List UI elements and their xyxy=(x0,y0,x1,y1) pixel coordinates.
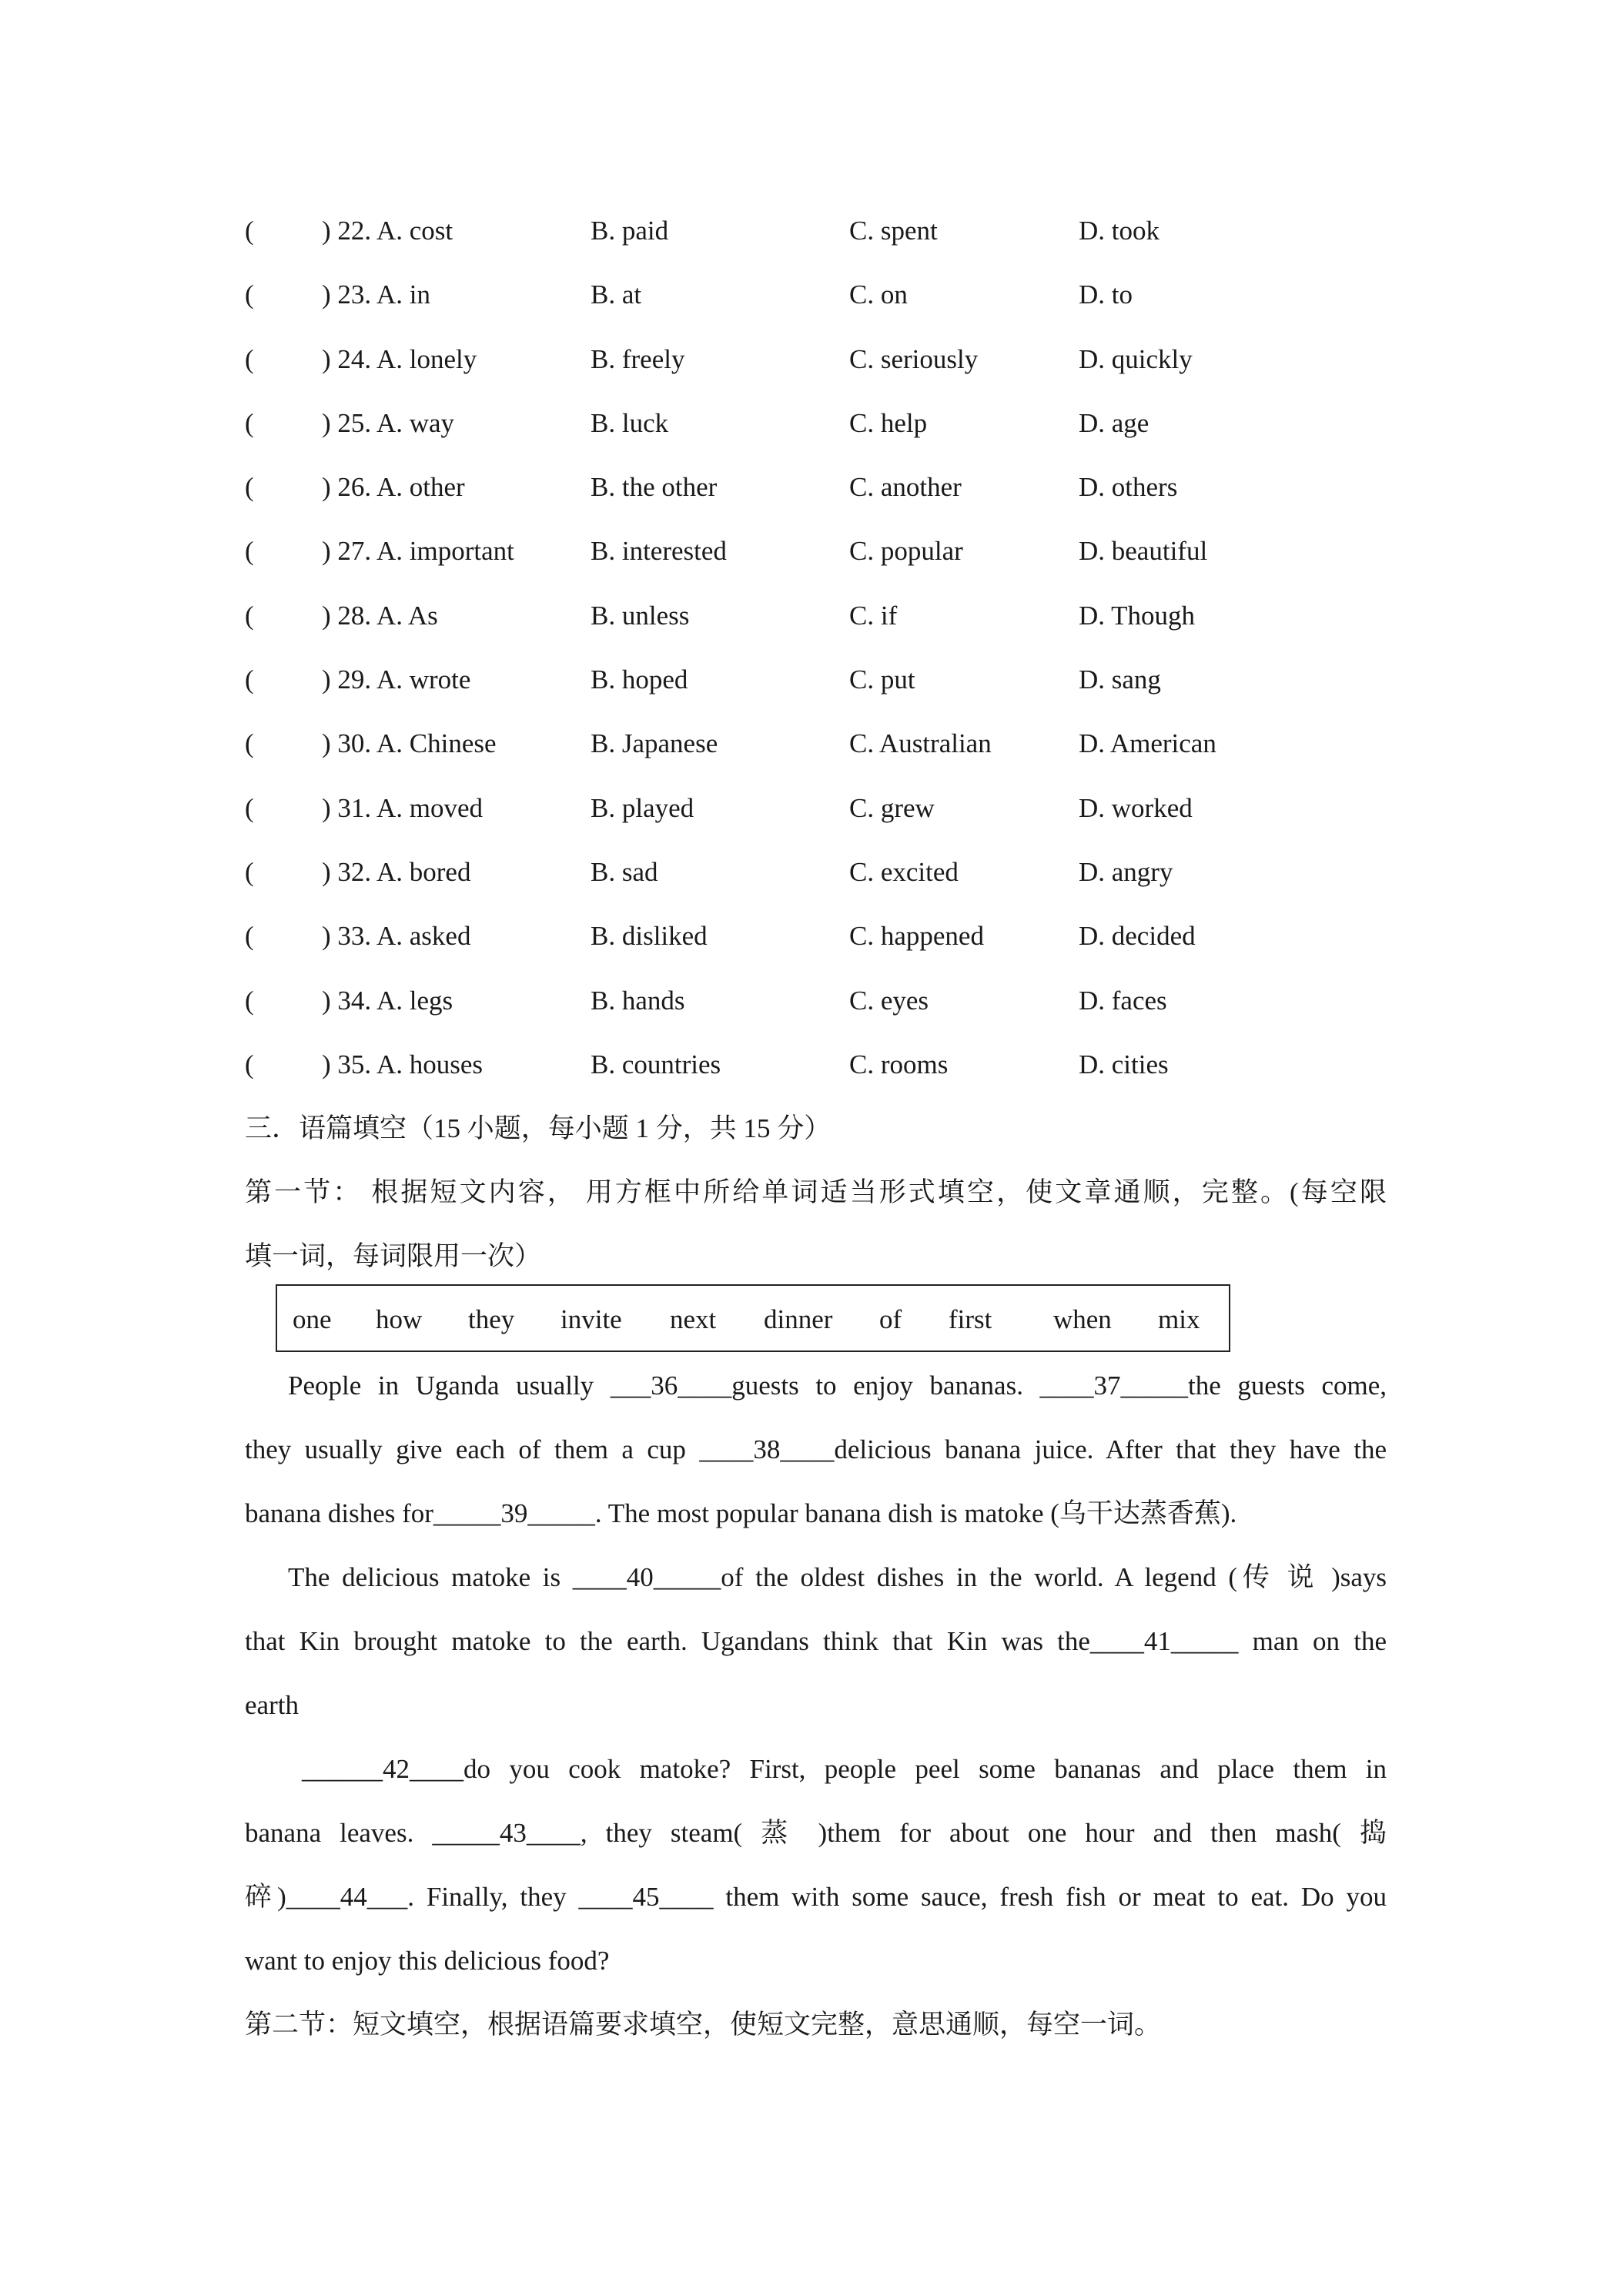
question-number-option-a: ) 22. A. cost xyxy=(322,216,453,246)
option-d: D. others xyxy=(1079,472,1178,503)
word-bank-item: they xyxy=(468,1304,515,1334)
option-c: C. popular xyxy=(849,536,963,567)
option-d: D. to xyxy=(1079,279,1133,310)
answer-paren: ( xyxy=(245,1049,254,1079)
question-number-option-a: ) 27. A. important xyxy=(322,536,514,567)
answer-paren: ( xyxy=(245,343,254,374)
answer-paren: ( xyxy=(245,472,254,503)
option-c: C. excited xyxy=(849,856,959,887)
question-number-option-a: ) 33. A. asked xyxy=(322,921,471,952)
option-d: D. decided xyxy=(1079,921,1196,952)
option-b: B. interested xyxy=(591,536,727,567)
passage-line: earth xyxy=(245,1690,299,1720)
question-number-option-a: ) 34. A. legs xyxy=(322,985,453,1016)
option-c: C. if xyxy=(849,600,898,631)
passage-line: People in Uganda usually ___36____guests to enjoy bananas. ____37_____the guests come, xyxy=(288,1371,1387,1401)
part-1-instructions-line-2: 填一词，每词限用一次） xyxy=(245,1241,542,1271)
word-bank-item: next xyxy=(670,1304,717,1334)
option-b: B. played xyxy=(591,792,694,823)
part-1-instructions-line-1: 第一节： 根据短文内容， 用方框中所给单词适当形式填空，使文章通顺，完整。(每空限 xyxy=(245,1177,1387,1207)
question-number-option-a: ) 24. A. lonely xyxy=(322,343,477,374)
option-b: B. hoped xyxy=(591,664,688,695)
question-row xyxy=(245,721,1400,785)
passage-line: they usually give each of them a cup ____38____delicious banana juice. After that they have the xyxy=(245,1434,1387,1464)
word-bank-item: mix xyxy=(1158,1304,1200,1334)
multiple-choice-options xyxy=(245,208,1400,1106)
question-row xyxy=(245,464,1400,528)
question-row xyxy=(245,593,1400,657)
option-b: B. Japanese xyxy=(591,728,718,759)
passage-line: want to enjoy this delicious food? xyxy=(245,1946,610,1976)
option-c: C. happened xyxy=(849,921,984,952)
question-number-option-a: ) 31. A. moved xyxy=(322,792,484,823)
question-number-option-a: ) 23. A. in xyxy=(322,279,430,310)
answer-paren: ( xyxy=(245,985,254,1016)
section-3-title: 三．语篇填空（15 小题，每小题 1 分，共 15 分） xyxy=(245,1113,832,1143)
passage-line: 碎)____44___. Finally, they ____45____ them with some sauce, fresh fish or meat to eat. Do you xyxy=(245,1882,1387,1912)
option-d: D. Though xyxy=(1079,600,1196,631)
word-bank-item: how xyxy=(376,1304,423,1334)
question-row xyxy=(245,657,1400,721)
option-b: B. disliked xyxy=(591,921,708,952)
answer-paren: ( xyxy=(245,728,254,759)
question-row xyxy=(245,1042,1400,1106)
word-bank-item: when xyxy=(1053,1304,1112,1334)
question-number-option-a: ) 29. A. wrote xyxy=(322,664,471,695)
option-b: B. sad xyxy=(591,856,658,887)
question-number-option-a: ) 25. A. way xyxy=(322,407,455,438)
word-bank-item: first xyxy=(949,1304,992,1334)
word-bank-item: dinner xyxy=(764,1304,833,1334)
question-row xyxy=(245,785,1400,849)
option-b: B. paid xyxy=(591,216,669,246)
option-b: B. at xyxy=(591,279,642,310)
option-d: D. beautiful xyxy=(1079,536,1208,567)
option-d: D. faces xyxy=(1079,985,1167,1016)
option-d: D. angry xyxy=(1079,856,1173,887)
option-b: B. hands xyxy=(591,985,685,1016)
part-2-instructions: 第二节：短文填空，根据语篇要求填空，使短文完整，意思通顺，每空一词。 xyxy=(245,2010,1162,2040)
question-number-option-a: ) 35. A. houses xyxy=(322,1049,484,1079)
option-d: D. age xyxy=(1079,407,1149,438)
question-number-option-a: ) 26. A. other xyxy=(322,472,465,503)
answer-paren: ( xyxy=(245,792,254,823)
answer-paren: ( xyxy=(245,664,254,695)
option-d: D. worked xyxy=(1079,792,1193,823)
option-d: D. cities xyxy=(1079,1049,1169,1079)
option-b: B. freely xyxy=(591,343,685,374)
option-c: C. Australian xyxy=(849,728,992,759)
question-row xyxy=(245,528,1400,592)
question-row xyxy=(245,849,1400,913)
word-bank-box xyxy=(276,1284,1230,1352)
passage-line: ______42____do you cook matoke? First, people peel some bananas and place them in xyxy=(302,1754,1387,1784)
answer-paren: ( xyxy=(245,279,254,310)
option-d: D. took xyxy=(1079,216,1160,246)
option-c: C. on xyxy=(849,279,908,310)
option-d: D. quickly xyxy=(1079,343,1193,374)
question-row xyxy=(245,336,1400,400)
answer-paren: ( xyxy=(245,536,254,567)
option-c: C. another xyxy=(849,472,962,503)
word-bank-item: of xyxy=(879,1304,902,1334)
question-number-option-a: ) 28. A. As xyxy=(322,600,438,631)
option-c: C. help xyxy=(849,407,928,438)
option-c: C. spent xyxy=(849,216,938,246)
question-row xyxy=(245,208,1400,272)
question-number-option-a: ) 32. A. bored xyxy=(322,856,471,887)
option-b: B. countries xyxy=(591,1049,721,1079)
question-row xyxy=(245,913,1400,977)
answer-paren: ( xyxy=(245,216,254,246)
option-b: B. luck xyxy=(591,407,669,438)
answer-paren: ( xyxy=(245,407,254,438)
word-bank-item: invite xyxy=(561,1304,622,1334)
option-c: C. seriously xyxy=(849,343,979,374)
question-row xyxy=(245,400,1400,464)
passage-line: banana leaves. _____43____, they steam( 蒸 )them for about one hour and then mash( 捣 xyxy=(245,1818,1387,1848)
answer-paren: ( xyxy=(245,600,254,631)
question-row xyxy=(245,272,1400,336)
option-b: B. unless xyxy=(591,600,690,631)
option-d: D. sang xyxy=(1079,664,1161,695)
option-d: D. American xyxy=(1079,728,1216,759)
passage-line: The delicious matoke is ____40_____of the oldest dishes in the world. A legend (传 说 )says xyxy=(288,1562,1387,1592)
option-c: C. put xyxy=(849,664,915,695)
option-c: C. grew xyxy=(849,792,935,823)
answer-paren: ( xyxy=(245,856,254,887)
option-b: B. the other xyxy=(591,472,718,503)
answer-paren: ( xyxy=(245,921,254,952)
option-c: C. eyes xyxy=(849,985,929,1016)
option-c: C. rooms xyxy=(849,1049,949,1079)
word-bank-item: one xyxy=(293,1304,332,1334)
question-number-option-a: ) 30. A. Chinese xyxy=(322,728,497,759)
passage-line: banana dishes for_____39_____. The most popular banana dish is matoke (乌干达蒸香蕉). xyxy=(245,1498,1237,1528)
passage-line: that Kin brought matoke to the earth. Ugandans think that Kin was the____41_____ man on the xyxy=(245,1626,1387,1656)
question-row xyxy=(245,978,1400,1042)
